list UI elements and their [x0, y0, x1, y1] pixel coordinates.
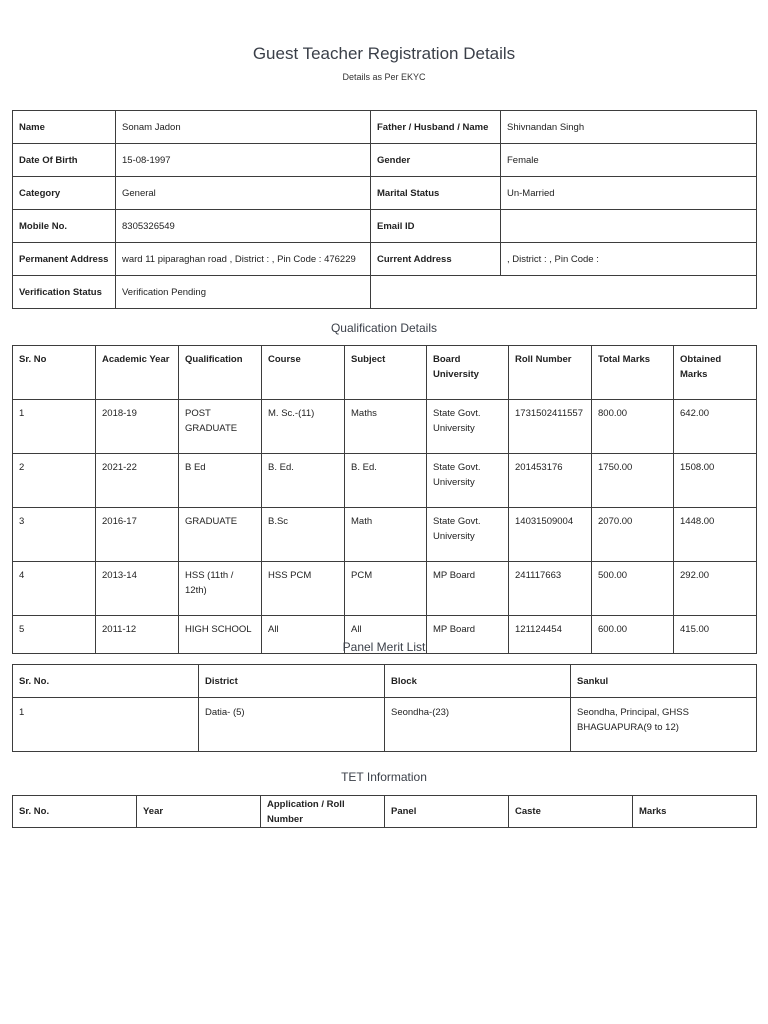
table-cell: Seondha, Principal, GHSS BHAGUAPURA(9 to 12) [571, 698, 757, 752]
table-cell: 2070.00 [592, 508, 674, 562]
tet-information-table [12, 795, 757, 828]
table-row [13, 111, 757, 144]
page-subtitle: Details as Per EKYC [342, 72, 426, 82]
permanent-address-label: Permanent Address [13, 243, 116, 276]
table-cell: 1731502411557 [509, 400, 592, 454]
permanent-address-value: ward 11 piparaghan road , District : , Pin Code : 476229 [116, 243, 371, 276]
table-cell: 2013-14 [96, 562, 179, 616]
table-cell: B.Sc [262, 508, 345, 562]
column-header: Sankul [571, 665, 757, 698]
table-cell: All [345, 616, 427, 654]
table-cell: 1 [13, 400, 96, 454]
marital-status-value: Un-Married [501, 177, 757, 210]
table-cell: 800.00 [592, 400, 674, 454]
table-cell: M. Sc.-(11) [262, 400, 345, 454]
table-cell: POST GRADUATE [179, 400, 262, 454]
table-cell: 1 [13, 698, 199, 752]
table-cell: State Govt. University [427, 454, 509, 508]
table-cell: Maths [345, 400, 427, 454]
column-header: Application / Roll Number [261, 796, 385, 828]
verification-status-label: Verification Status [13, 276, 116, 309]
column-header: Academic Year [96, 346, 179, 400]
table-cell: 292.00 [674, 562, 757, 616]
table-cell: 2011-12 [96, 616, 179, 654]
table-cell: 500.00 [592, 562, 674, 616]
table-cell: 201453176 [509, 454, 592, 508]
column-header: Marks [633, 796, 757, 828]
table-cell: Math [345, 508, 427, 562]
table-row [13, 400, 757, 454]
table-cell: 121124454 [509, 616, 592, 654]
column-header: Subject [345, 346, 427, 400]
table-cell: Datia- (5) [199, 698, 385, 752]
table-row [13, 177, 757, 210]
tet-section-title: TET Information [341, 770, 427, 784]
mobile-value: 8305326549 [116, 210, 371, 243]
qualification-table [12, 345, 757, 654]
panel-merit-table [12, 664, 757, 752]
table-row [13, 698, 757, 752]
table-row [13, 562, 757, 616]
table-cell: GRADUATE [179, 508, 262, 562]
table-row [13, 210, 757, 243]
table-cell: PCM [345, 562, 427, 616]
table-cell: 241117663 [509, 562, 592, 616]
table-cell: 1508.00 [674, 454, 757, 508]
table-cell: B. Ed. [345, 454, 427, 508]
table-cell: HSS PCM [262, 562, 345, 616]
column-header: Total Marks [592, 346, 674, 400]
column-header: Panel [385, 796, 509, 828]
email-label: Email ID [371, 210, 501, 243]
table-cell: Seondha-(23) [385, 698, 571, 752]
dob-label: Date Of Birth [13, 144, 116, 177]
column-header: Course [262, 346, 345, 400]
table-cell: 2018-19 [96, 400, 179, 454]
table-cell: 415.00 [674, 616, 757, 654]
father-name-label: Father / Husband / Name [371, 111, 501, 144]
table-row [13, 243, 757, 276]
table-cell: HSS (11th / 12th) [179, 562, 262, 616]
current-address-label: Current Address [371, 243, 501, 276]
marital-status-label: Marital Status [371, 177, 501, 210]
column-header: Sr. No. [13, 665, 199, 698]
mobile-label: Mobile No. [13, 210, 116, 243]
column-header: Block [385, 665, 571, 698]
page-title: Guest Teacher Registration Details [252, 44, 516, 63]
personal-details-table [12, 110, 757, 309]
table-cell: B Ed [179, 454, 262, 508]
category-value: General [116, 177, 371, 210]
table-row [13, 454, 757, 508]
table-cell: 1448.00 [674, 508, 757, 562]
table-cell: 5 [13, 616, 96, 654]
column-header: Board University [427, 346, 509, 400]
gender-label: Gender [371, 144, 501, 177]
table-cell: HIGH SCHOOL [179, 616, 262, 654]
table-row [13, 508, 757, 562]
empty-cell [371, 276, 757, 309]
panel-merit-section-title: Panel Merit List [342, 640, 426, 654]
table-cell: MP Board [427, 616, 509, 654]
table-cell: 2 [13, 454, 96, 508]
table-cell: 600.00 [592, 616, 674, 654]
table-cell: All [262, 616, 345, 654]
table-cell: 2021-22 [96, 454, 179, 508]
column-header: Sr. No. [13, 796, 137, 828]
table-cell: 4 [13, 562, 96, 616]
category-label: Category [13, 177, 116, 210]
gender-value: Female [501, 144, 757, 177]
column-header: Sr. No [13, 346, 96, 400]
table-cell: MP Board [427, 562, 509, 616]
table-row [13, 276, 757, 309]
column-header: District [199, 665, 385, 698]
column-header: Year [137, 796, 261, 828]
table-cell: 2016-17 [96, 508, 179, 562]
name-value: Sonam Jadon [116, 111, 371, 144]
column-header: Caste [509, 796, 633, 828]
table-cell: 14031509004 [509, 508, 592, 562]
table-cell: State Govt. University [427, 508, 509, 562]
column-header: Qualification [179, 346, 262, 400]
table-cell: B. Ed. [262, 454, 345, 508]
column-header: Roll Number [509, 346, 592, 400]
table-header-row [13, 346, 757, 400]
verification-status-value: Verification Pending [116, 276, 371, 309]
current-address-value: , District : , Pin Code : [501, 243, 757, 276]
table-header-row [13, 665, 757, 698]
table-cell: State Govt. University [427, 400, 509, 454]
name-label: Name [13, 111, 116, 144]
column-header: Obtained Marks [674, 346, 757, 400]
qualification-section-title: Qualification Details [330, 321, 438, 335]
email-value [501, 210, 757, 243]
dob-value: 15-08-1997 [116, 144, 371, 177]
table-row [13, 144, 757, 177]
table-cell: 1750.00 [592, 454, 674, 508]
table-header-row [13, 796, 757, 828]
table-cell: 3 [13, 508, 96, 562]
table-cell: 642.00 [674, 400, 757, 454]
father-name-value: Shivnandan Singh [501, 111, 757, 144]
